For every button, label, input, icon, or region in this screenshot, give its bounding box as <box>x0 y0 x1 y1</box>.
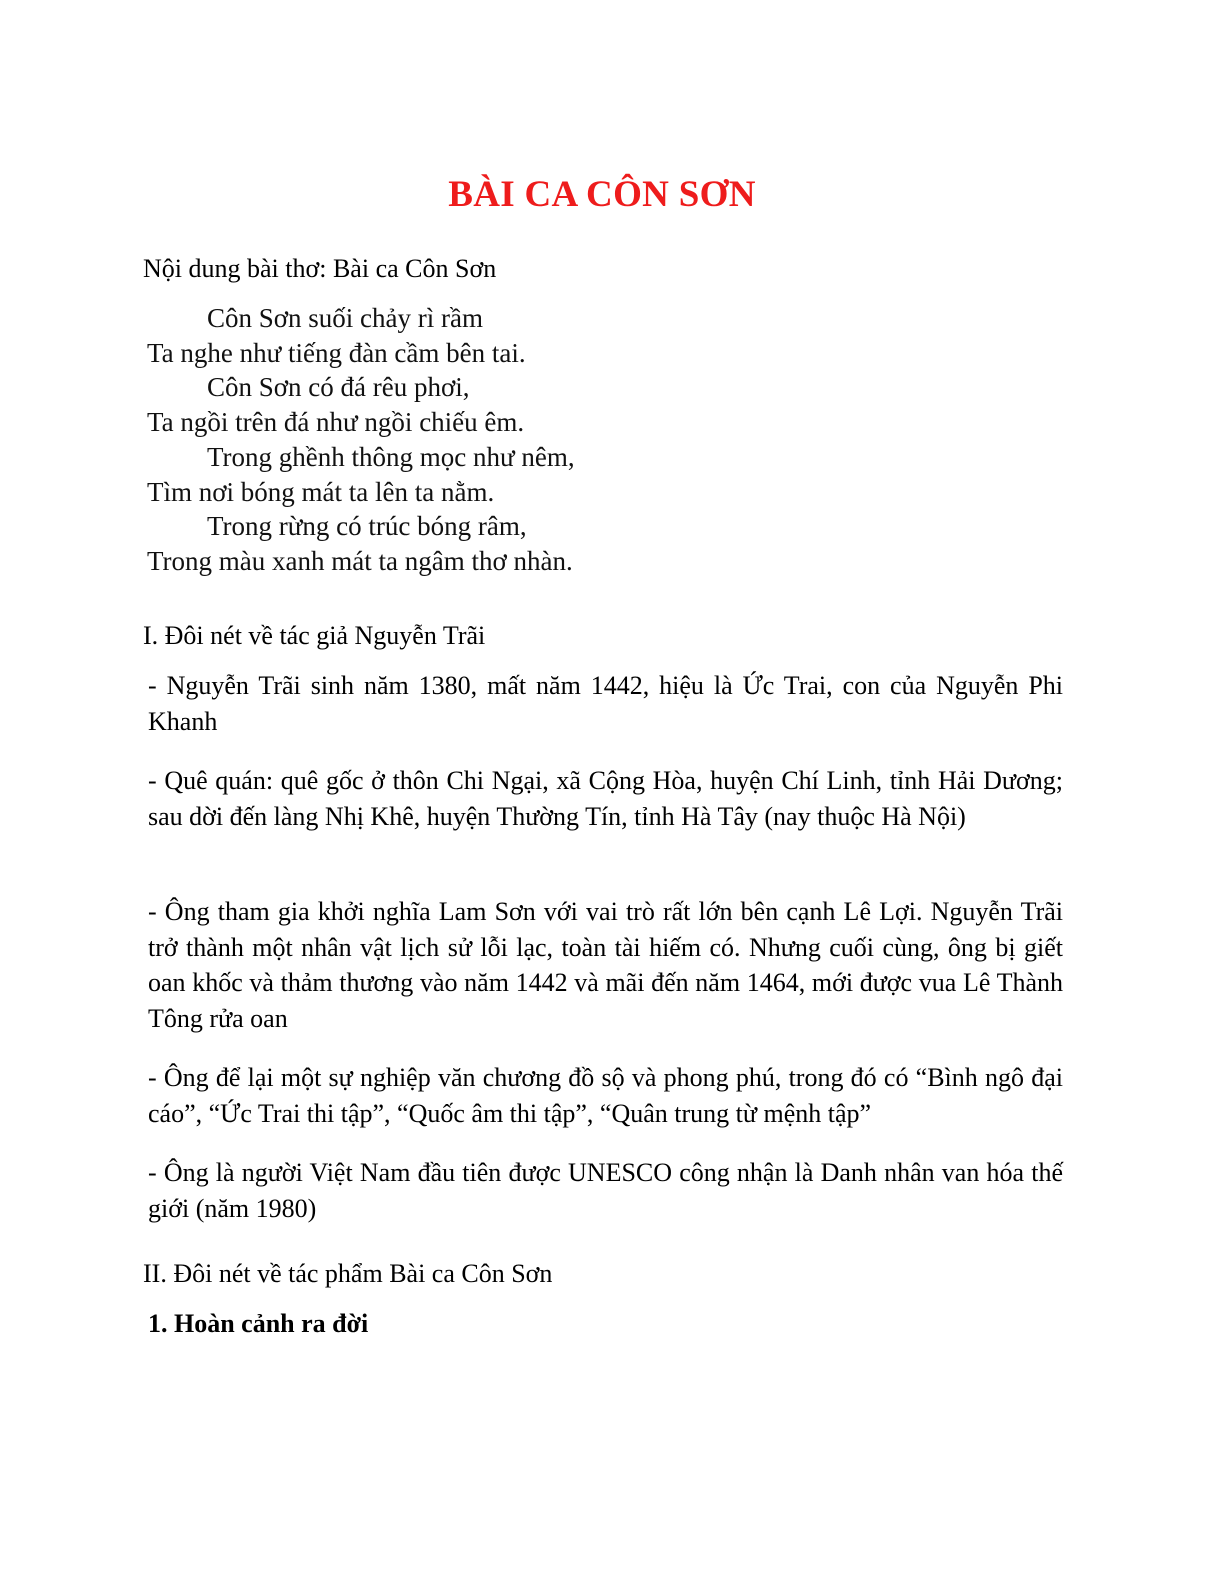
page-title: BÀI CA CÔN SƠN <box>448 174 756 215</box>
author-paragraph: - Ông để lại một sự nghiệp văn chương đồ sộ và phong phú, trong đó có “Bình ngô đại cáo”, “Ức Trai thi tập”, “Quốc âm thi tập”, “Quân trung từ mệnh tập” <box>148 1063 1063 1128</box>
poem-line: Côn Sơn có đá rêu phơi, <box>207 372 470 403</box>
author-paragraph: - Ông là người Việt Nam đầu tiên được UNESCO công nhận là Danh nhân van hóa thế giới (năm 1980) <box>148 1158 1063 1223</box>
author-paragraph: - Nguyễn Trãi sinh năm 1380, mất năm 1442, hiệu là Ức Trai, con của Nguyễn Phi Khanh <box>148 671 1063 736</box>
author-paragraph: - Quê quán: quê gốc ở thôn Chi Ngại, xã Cộng Hòa, huyện Chí Linh, tỉnh Hải Dương; sau dời đến làng Nhị Khê, huyện Thường Tín, tỉnh Hà Tây (nay thuộc Hà Nội) <box>148 766 1063 831</box>
poem-line: Ta ngồi trên đá như ngồi chiếu êm. <box>147 407 525 438</box>
intro-text: Nội dung bài thơ: Bài ca Côn Sơn <box>143 254 497 283</box>
poem-line: Trong rừng có trúc bóng râm, <box>207 511 527 542</box>
poem-line: Ta nghe như tiếng đàn cầm bên tai. <box>147 337 526 368</box>
poem-line: Trong màu xanh mát ta ngâm thơ nhàn. <box>147 545 573 576</box>
poem-line: Tìm nơi bóng mát ta lên ta nằm. <box>147 476 495 507</box>
author-paragraph: - Ông tham gia khởi nghĩa Lam Sơn với vai trò rất lớn bên cạnh Lê Lợi. Nguyễn Trãi trở thành một nhân vật lịch sử lỗi lạc, toàn tài hiếm có. Nhưng cuối cùng, ông bị giết oan khốc và thảm thương vào năm 1442 và mãi đến năm 1464, mới được vua Lê Thành Tông rửa oan <box>148 897 1063 1033</box>
subsection-heading: 1. Hoàn cảnh ra đời <box>148 1309 369 1338</box>
section-heading-work: II. Đôi nét về tác phẩm Bài ca Côn Sơn <box>143 1259 553 1288</box>
poem-block <box>147 301 575 579</box>
poem-line: Côn Sơn suối chảy rì rầm <box>207 303 483 333</box>
poem-line: Trong ghềnh thông mọc như nêm, <box>207 441 575 472</box>
section-heading-author: I. Đôi nét về tác giả Nguyễn Trãi <box>143 621 486 650</box>
